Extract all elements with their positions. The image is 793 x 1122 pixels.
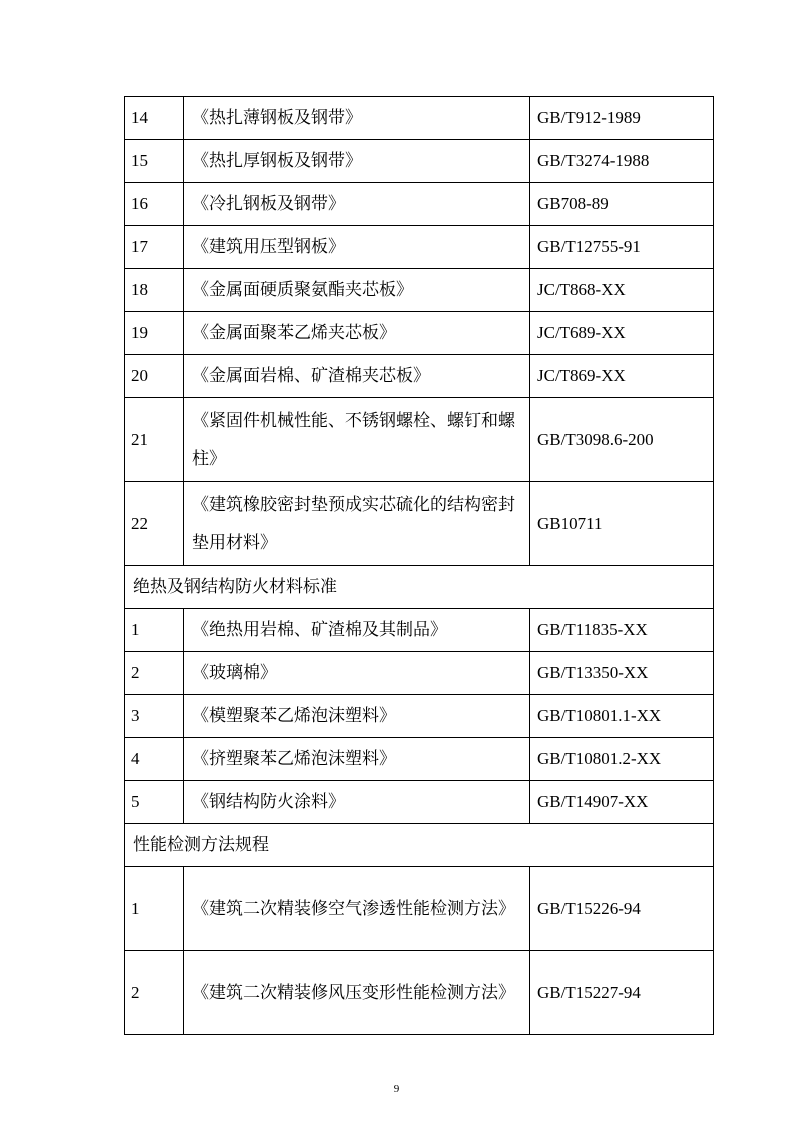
standard-code: JC/T689-XX <box>530 312 714 355</box>
standard-name: 《金属面硬质聚氨酯夹芯板》 <box>184 269 530 312</box>
table-row <box>125 269 714 312</box>
standard-code: GB/T15226-94 <box>530 867 714 951</box>
section-title: 性能检测方法规程 <box>125 824 714 867</box>
standard-code: GB/T10801.2-XX <box>530 738 714 781</box>
table-row <box>125 140 714 183</box>
standard-code: GB708-89 <box>530 183 714 226</box>
section-header-row <box>125 824 714 867</box>
item-number: 15 <box>125 140 184 183</box>
table-row <box>125 97 714 140</box>
standard-code: GB/T912-1989 <box>530 97 714 140</box>
standard-name: 《挤塑聚苯乙烯泡沫塑料》 <box>184 738 530 781</box>
item-number: 22 <box>125 482 184 566</box>
table-row <box>125 867 714 951</box>
item-number: 1 <box>125 867 184 951</box>
standard-name: 《冷扎钢板及钢带》 <box>184 183 530 226</box>
standard-name: 《建筑二次精装修空气渗透性能检测方法》 <box>184 867 530 951</box>
standard-name: 《玻璃棉》 <box>184 652 530 695</box>
table-row <box>125 183 714 226</box>
table-row <box>125 738 714 781</box>
table-row <box>125 482 714 566</box>
standard-code: GB10711 <box>530 482 714 566</box>
standard-code: JC/T868-XX <box>530 269 714 312</box>
standard-name: 《金属面岩棉、矿渣棉夹芯板》 <box>184 355 530 398</box>
table-row <box>125 355 714 398</box>
table-row <box>125 312 714 355</box>
standard-name: 《紧固件机械性能、不锈钢螺栓、螺钉和螺柱》 <box>184 398 530 482</box>
standard-name: 《热扎厚钢板及钢带》 <box>184 140 530 183</box>
item-number: 16 <box>125 183 184 226</box>
standard-name: 《建筑用压型钢板》 <box>184 226 530 269</box>
standard-code: GB/T10801.1-XX <box>530 695 714 738</box>
item-number: 18 <box>125 269 184 312</box>
section-title: 绝热及钢结构防火材料标准 <box>125 566 714 609</box>
standard-name: 《模塑聚苯乙烯泡沫塑料》 <box>184 695 530 738</box>
standard-name: 《绝热用岩棉、矿渣棉及其制品》 <box>184 609 530 652</box>
standard-code: GB/T3274-1988 <box>530 140 714 183</box>
item-number: 5 <box>125 781 184 824</box>
standard-code: GB/T15227-94 <box>530 951 714 1035</box>
standard-name: 《建筑二次精装修风压变形性能检测方法》 <box>184 951 530 1035</box>
standard-name: 《钢结构防火涂料》 <box>184 781 530 824</box>
item-number: 17 <box>125 226 184 269</box>
item-number: 19 <box>125 312 184 355</box>
item-number: 14 <box>125 97 184 140</box>
section-header-row <box>125 566 714 609</box>
standard-code: JC/T869-XX <box>530 355 714 398</box>
standard-name: 《建筑橡胶密封垫预成实芯硫化的结构密封垫用材料》 <box>184 482 530 566</box>
standard-code: GB/T13350-XX <box>530 652 714 695</box>
standard-code: GB/T14907-XX <box>530 781 714 824</box>
item-number: 20 <box>125 355 184 398</box>
item-number: 2 <box>125 652 184 695</box>
item-number: 1 <box>125 609 184 652</box>
table-row <box>125 695 714 738</box>
table-row <box>125 226 714 269</box>
standard-code: GB/T11835-XX <box>530 609 714 652</box>
table-row <box>125 781 714 824</box>
item-number: 21 <box>125 398 184 482</box>
table-row <box>125 951 714 1035</box>
standard-name: 《金属面聚苯乙烯夹芯板》 <box>184 312 530 355</box>
standard-code: GB/T3098.6-200 <box>530 398 714 482</box>
item-number: 2 <box>125 951 184 1035</box>
standard-code: GB/T12755-91 <box>530 226 714 269</box>
page-number: 9 <box>393 1083 400 1095</box>
table-row <box>125 398 714 482</box>
table-row <box>125 609 714 652</box>
standard-name: 《热扎薄钢板及钢带》 <box>184 97 530 140</box>
standards-table-body <box>125 97 714 1035</box>
item-number: 3 <box>125 695 184 738</box>
table-row <box>125 652 714 695</box>
standards-table <box>124 96 714 1035</box>
item-number: 4 <box>125 738 184 781</box>
